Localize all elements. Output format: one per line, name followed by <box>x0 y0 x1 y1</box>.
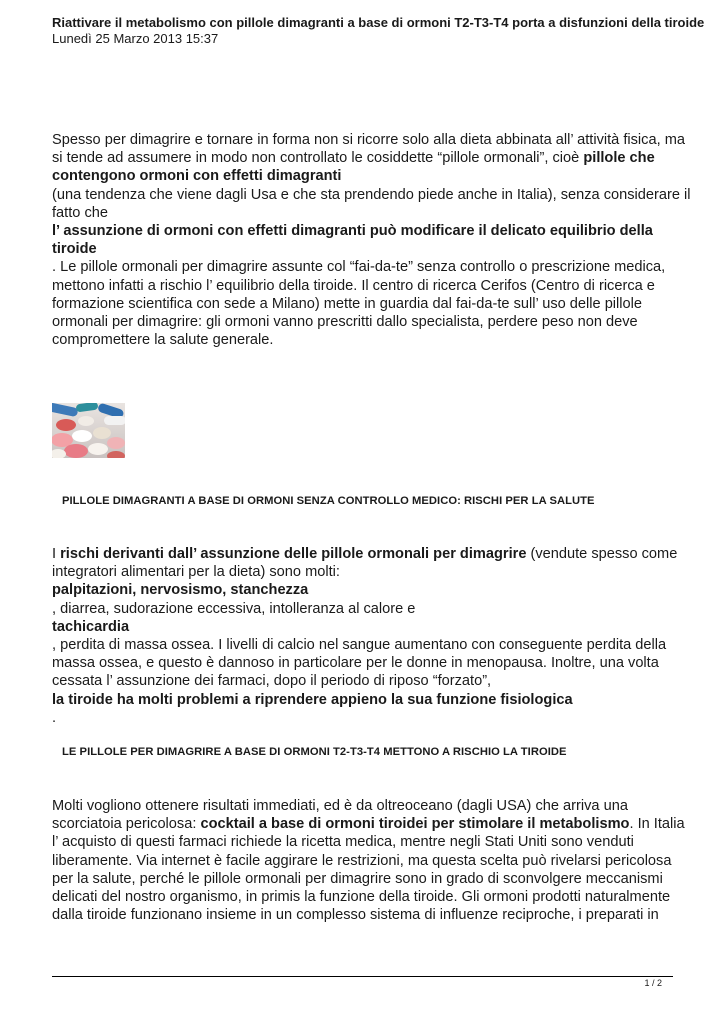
footer-divider <box>52 976 673 977</box>
intro-text-1: Spesso per dimagrire e tornare in forma non si ricorre solo alla dieta abbinata all’ attività fisica, ma si tende ad assumere in modo non controllato le cosiddette “pillole ormonali”, cioè <box>52 132 685 167</box>
risks-text-3: , diarrea, sudorazione eccessiva, intolleranza al calore e <box>52 600 416 617</box>
section-heading-1: PILLOLE DIMAGRANTI A BASE DI ORMONI SENZA CONTROLLO MEDICO: RISCHI PER LA SALUTE <box>62 495 595 507</box>
pills-image <box>52 403 125 458</box>
intro-bold-2: l’ assunzione di ormoni con effetti dimagranti può modificare il delicato equilibrio della tiroide <box>52 223 653 258</box>
risks-bold-3: tachicardia <box>52 618 130 635</box>
pills-icon <box>52 403 125 458</box>
risks-text-2: (vendute spesso come integratori alimentari per la dieta) sono molti: <box>52 546 678 581</box>
article-date: Lunedì 25 Marzo 2013 15:37 <box>52 31 219 46</box>
page-number: 1 / 2 <box>644 978 662 988</box>
intro-text-3: . Le pillole ormonali per dimagrire assunte col “fai-da-te” senza controllo o prescrizione medica, mettono infatti a rischio l’ equilibrio della tiroide. Il centro di ricerca Cerifos (Centro di ricerca e formazione scientifica con sede a Milano) mette in guardia dal fai-da-te sull’ uso delle pillole ormonali per dimagrire: gli ormoni vanno prescritti dallo specialista, perdere peso non deve compromettere la salute generale. <box>52 259 666 349</box>
risks-bold-4: la tiroide ha molti problemi a riprendere appieno la sua funzione fisiologica <box>52 691 573 708</box>
risks-text-5: . <box>52 709 57 726</box>
risks-bold-2: palpitazioni, nervosismo, stanchezza <box>52 582 309 599</box>
section-heading-2: LE PILLOLE PER DIMAGRIRE A BASE DI ORMONI T2-T3-T4 METTONO A RISCHIO LA TIROIDE <box>62 746 567 758</box>
intro-text-2: (una tendenza che viene dagli Usa e che sta prendendo piede anche in Italia), senza considerare il fatto che <box>52 186 691 221</box>
intro-bold-1: pillole che contengono ormoni con effetti dimagranti <box>52 150 655 185</box>
risks-text-4: , perdita di massa ossea. I livelli di calcio nel sangue aumentano con conseguente perdita della massa ossea, e questo è dannoso in particolare per le donne in menopausa. Inoltre, una volta cessata l’ assunzione dei farmaci, dopo il periodo di riposo “forzato”, <box>52 637 667 690</box>
final-bold-1: cocktail a base di ormoni tiroidei per stimolare il metabolismo <box>200 816 630 833</box>
final-paragraph <box>52 797 692 924</box>
article-title: Riattivare il metabolismo con pillole dimagranti a base di ormoni T2-T3-T4 porta a disfunzioni della tiroide <box>52 15 705 30</box>
risks-paragraph <box>52 545 692 727</box>
intro-paragraph <box>52 131 692 349</box>
final-text-2: . In Italia l’ acquisto di questi farmaci richiede la ricetta medica, mentre negli Stati Uniti sono venduti liberamente. Via internet è facile aggirare le restrizioni, ma questa scelta può rivelarsi pericolosa per la salute, perché le pillole ormonali per dimagrire sono in grado di sconvolgere meccanismi delicati del nostro organismo, in primis la funzione della tiroide. Gli ormoni prodotti naturalmente dalla tiroide funzionano insieme in un complesso sistema di influenze reciproche, i preparati in <box>52 816 685 924</box>
risks-bold-1: rischi derivanti dall’ assunzione delle pillole ormonali per dimagrire <box>60 546 527 562</box>
final-text-1: Molti vogliono ottenere risultati immediati, ed è da oltreoceano (dagli USA) che arriva una scorciatoia pericolosa: <box>52 798 628 833</box>
risks-text-1: I <box>52 546 61 562</box>
